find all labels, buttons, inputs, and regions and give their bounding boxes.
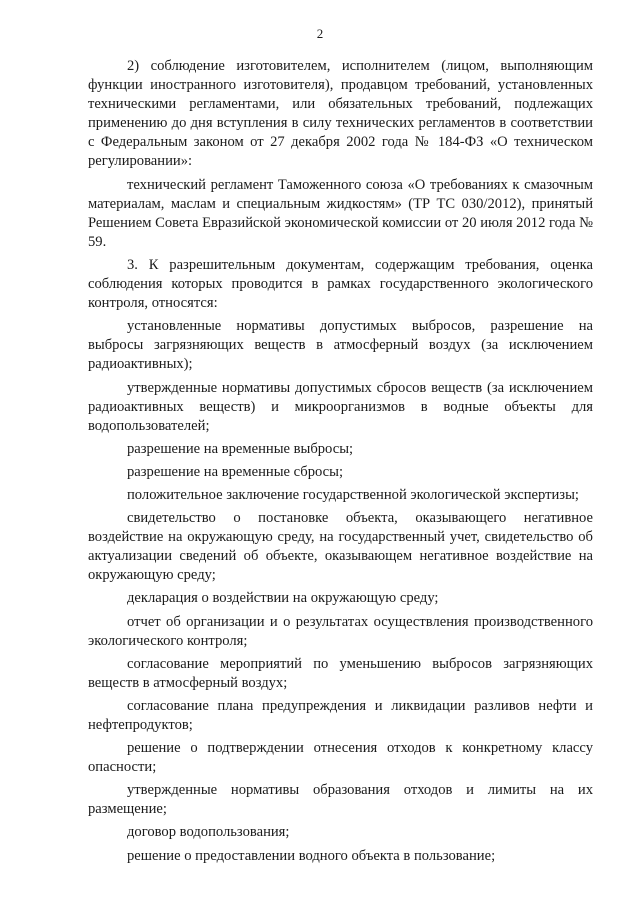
list-item-water-use-contract: договор водопользования; [127, 824, 290, 841]
list-item-temporary-emissions: разрешение на временные выбросы; [127, 440, 354, 457]
list-item-registration-certificate: свидетельство о постановке объекта, оказывающего негативное воздействие на окружающую среду, на государственный учет, свидетельство об актуализации сведений об объекте, оказывающем негативное воздействие на окружающую среду; [88, 510, 593, 584]
list-item-waste-limits: утвержденные нормативы образования отходов и лимиты на их размещение; [88, 782, 593, 818]
list-item-discharge-standards: утвержденные нормативы допустимых сбросов веществ (за исключением радиоактивных веществ) и микроорганизмов в водные объекты для водопользователей; [88, 379, 593, 434]
list-item-emission-standards: установленные нормативы допустимых выбросов, разрешение на выбросы загрязняющих веществ в атмосферный воздух (за исключением радиоактивных); [88, 318, 593, 373]
page-number: 2 [316, 26, 324, 41]
list-item-temporary-discharges: разрешение на временные сбросы; [127, 463, 344, 480]
list-item-emission-reduction-approval: согласование мероприятий по уменьшению выбросов загрязняющих веществ в атмосферный воздух; [88, 655, 593, 691]
document-body [88, 57, 593, 866]
list-item-impact-declaration: декларация о воздействии на окружающую среду; [127, 590, 439, 607]
paragraph-item-3-permits: 3. К разрешительным документам, содержащим требования, оценка соблюдения которых проводится в рамках государственного экологического контроля, относятся: [88, 256, 593, 312]
paragraph-item-2-compliance: 2) соблюдение изготовителем, исполнителем (лицом, выполняющим функции иностранного изготовителя), продавцом требований, установленных техническими регламентами, или обязательных требований, подлежащих применению до дня вступления в силу технических регламентов в соответствии с Федеральным законом от 27 декабря 2002 года № 184-ФЗ «О техническом регулировании»: [88, 58, 593, 170]
list-item-expertise-conclusion: положительное заключение государственной экологической экспертизы; [127, 486, 579, 503]
list-item-water-body-decision: решение о предоставлении водного объекта в пользование; [127, 847, 496, 864]
list-item-control-report: отчет об организации и о результатах осуществления производственного экологического контроля; [88, 613, 593, 649]
list-item-hazard-class-decision: решение о подтверждении отнесения отходов к конкретному классу опасности; [88, 740, 593, 776]
list-item-oil-spill-plan: согласование плана предупреждения и ликвидации разливов нефти и нефтепродуктов; [88, 697, 593, 733]
paragraph-tech-regulation-030: технический регламент Таможенного союза «О требованиях к смазочным материалам, маслам и специальным жидкостям» (ТР ТС 030/2012), принятый Решением Совета Евразийской экономической комиссии от 20 июля 2012 года № 59. [88, 176, 593, 250]
